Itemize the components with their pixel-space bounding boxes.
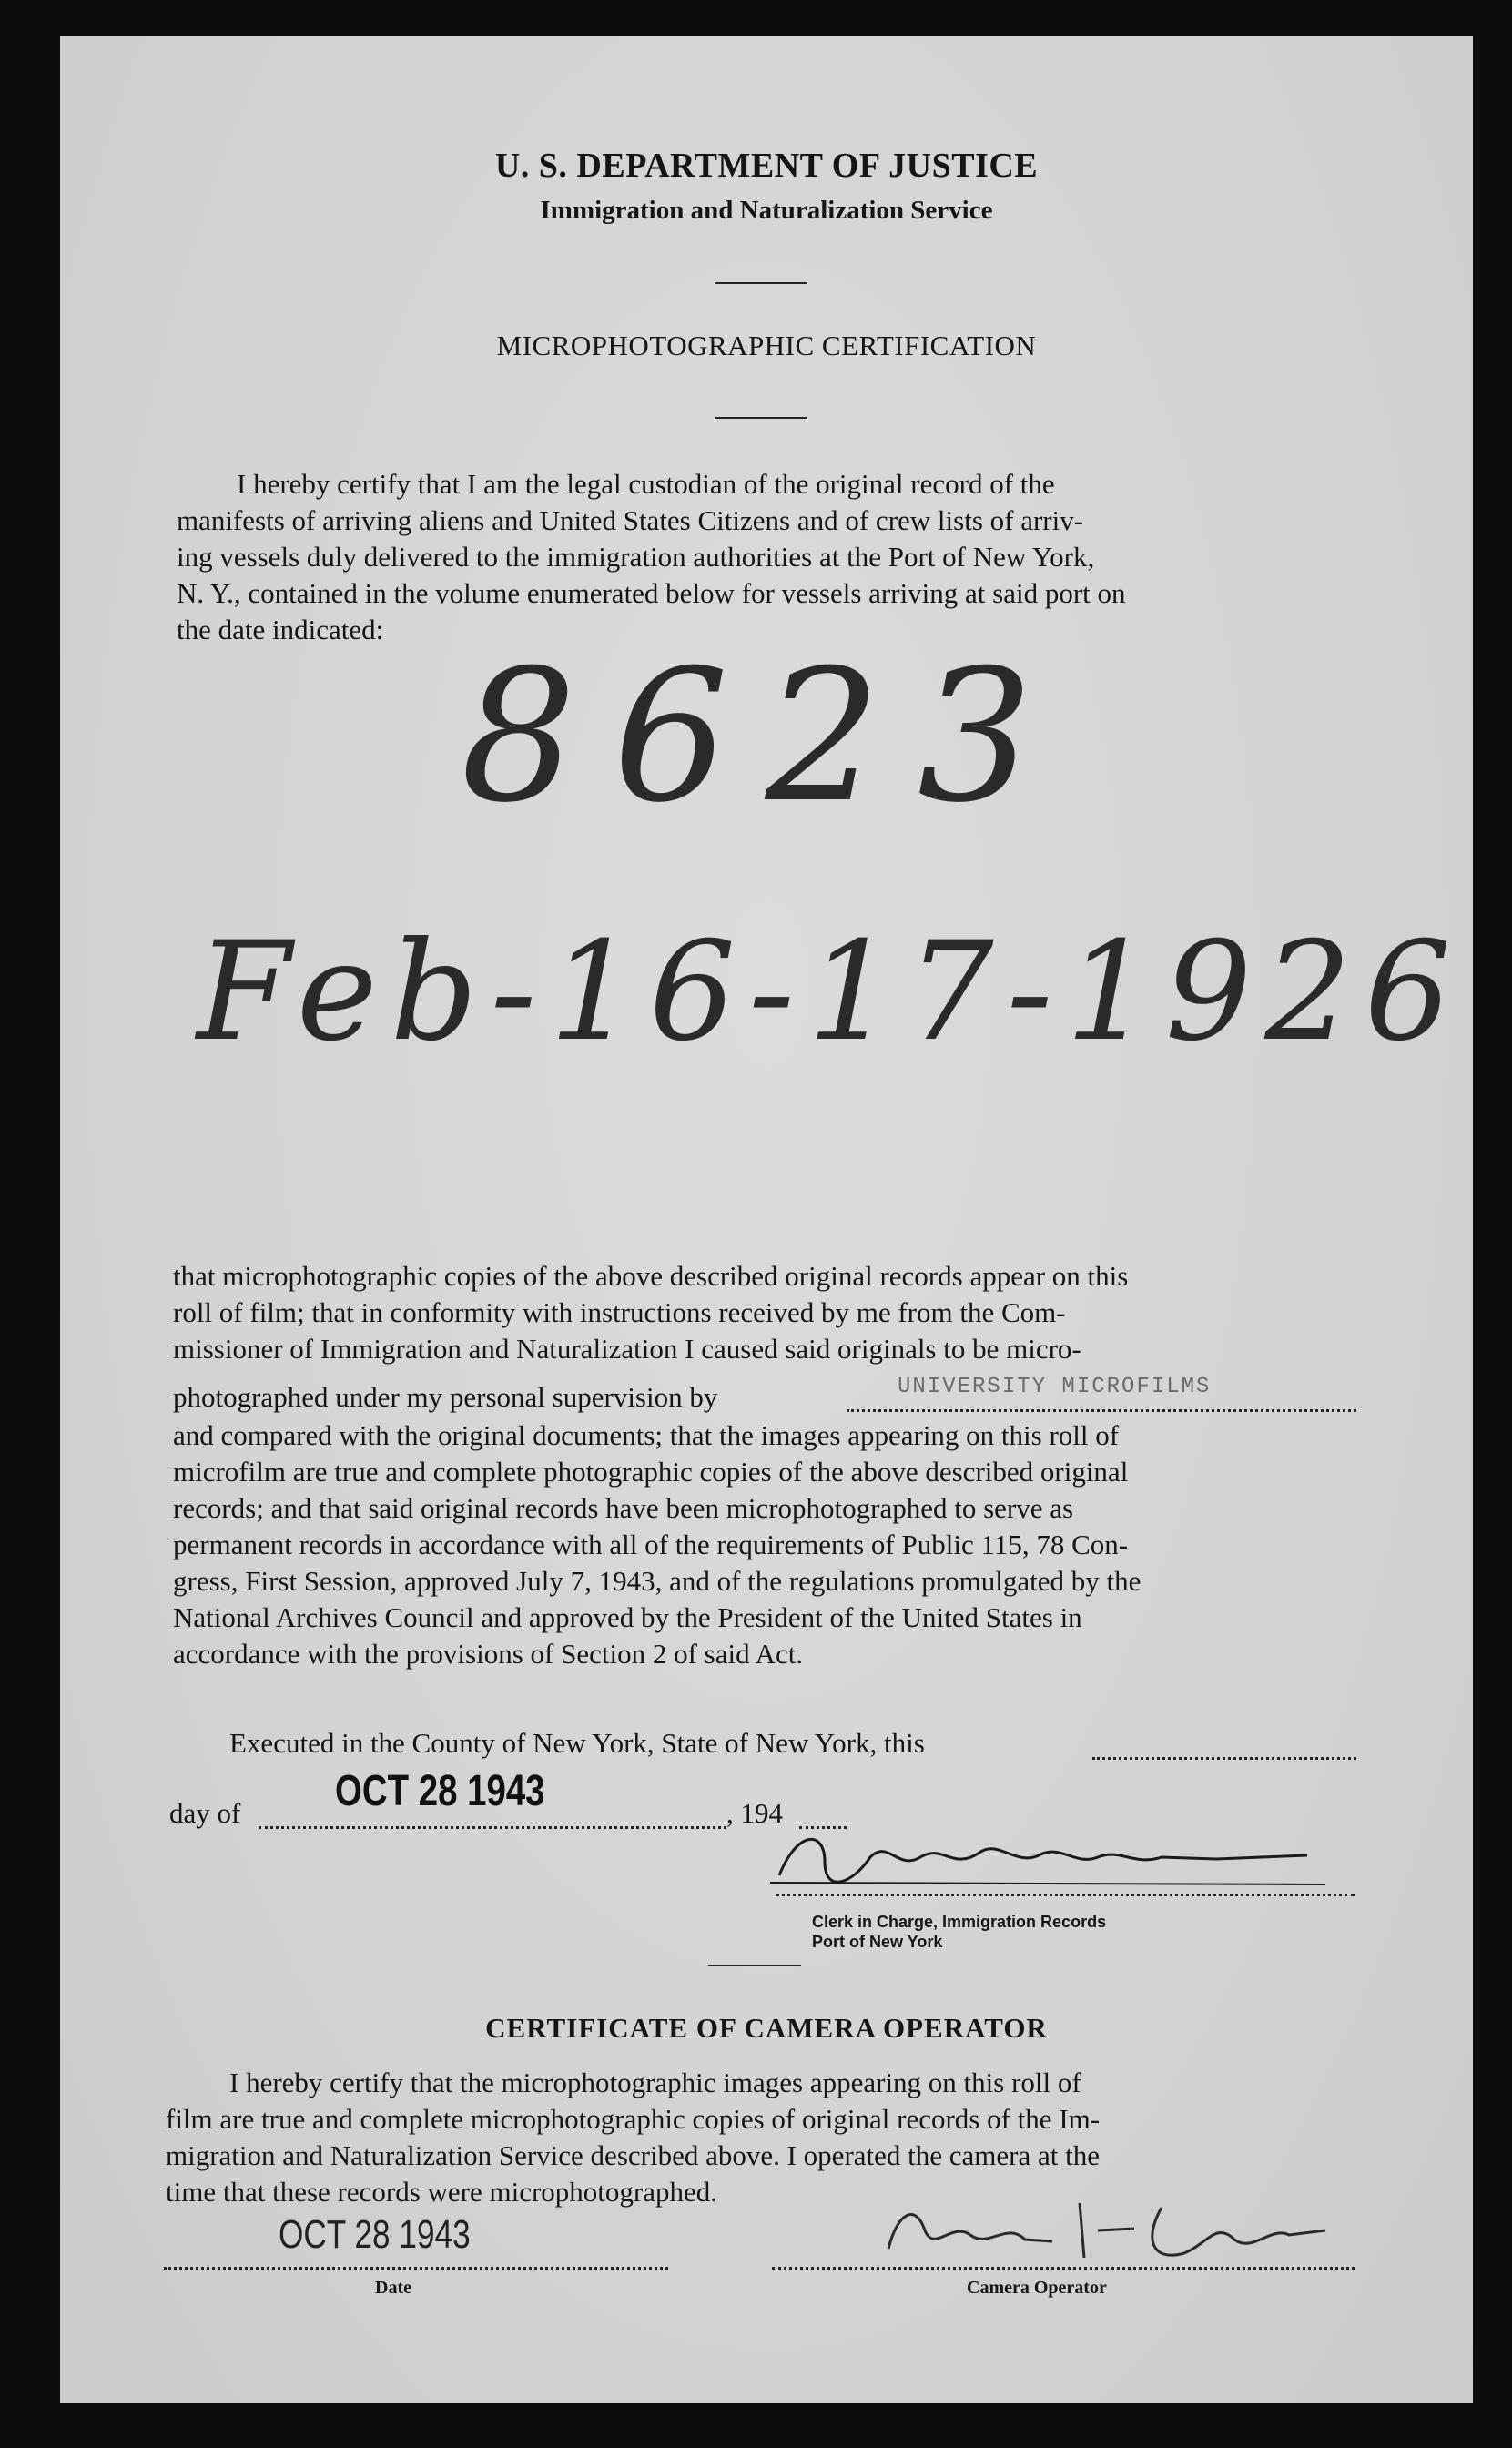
body-line: roll of film; that in conformity with instructions received by me from the Com- — [173, 1296, 1066, 1328]
day-of-label: day of — [169, 1797, 241, 1829]
body-paragraph — [173, 1258, 1356, 1367]
camera-date-stamp: OCT 28 1943 — [279, 2212, 471, 2257]
camera-line: I hereby certify that the microphotographic images appearing on this roll of — [229, 2067, 1081, 2098]
photographed-by-label: photographed under my personal supervision by — [173, 1381, 718, 1413]
camera-line: film are true and complete microphotographic copies of original records of the Im- — [166, 2103, 1101, 2135]
service-subtitle: Immigration and Naturalization Service — [540, 196, 993, 225]
body-line: accordance with the provisions of Section 2 of said Act. — [173, 1638, 804, 1670]
intro-line: manifests of arriving aliens and United States Citizens and of crew lists of arriv- — [177, 504, 1084, 536]
executed-line: Executed in the County of New York, State of New York, this — [229, 1727, 925, 1759]
body-line: microfilm are true and complete photographic copies of the above described original — [173, 1456, 1129, 1488]
intro-paragraph — [177, 466, 1356, 648]
certification-title: MICROPHOTOGRAPHIC CERTIFICATION — [496, 330, 1037, 361]
body-line: National Archives Council and approved by the President of the United States in — [173, 1601, 1082, 1633]
photographed-by-stamp: UNIVERSITY MICROFILMS — [898, 1375, 1212, 1399]
camera-operator-heading: CERTIFICATE OF CAMERA OPERATOR — [485, 2012, 1048, 2044]
camera-operator-line — [772, 2267, 1355, 2270]
body-line: missioner of Immigration and Naturalization I caused said originals to be micro- — [173, 1333, 1081, 1365]
executed-date-stamp: OCT 28 1943 — [335, 1767, 545, 1815]
date-label: Date — [375, 2278, 411, 2298]
intro-line: the date indicated: — [177, 614, 384, 645]
camera-line: migration and Naturalization Service described above. I operated the camera at the — [166, 2139, 1100, 2171]
body-line: and compared with the original documents; that the images appearing on this roll of — [173, 1419, 1120, 1451]
camera-line: time that these records were microphotographed. — [166, 2176, 717, 2208]
camera-operator-signature — [870, 2185, 1344, 2271]
intro-line: ing vessels duly delivered to the immigration authorities at the Port of New York, — [177, 541, 1095, 573]
clerk-title-line1: Clerk in Charge, Immigration Records — [812, 1913, 1107, 1931]
header-divider — [715, 282, 807, 284]
title-divider — [715, 417, 807, 419]
photographed-by-line — [847, 1409, 1356, 1412]
handwritten-dates: Feb-16-17-1926 — [197, 913, 1465, 1072]
body-line: permanent records in accordance with all of the requirements of Public 115, 78 Con- — [173, 1529, 1129, 1560]
body-paragraph-continued — [173, 1417, 1356, 1672]
clerk-title-line2: Port of New York — [812, 1933, 943, 1951]
body-line: gress, First Session, approved July 7, 1943, and of the regulations promulgated by the — [173, 1565, 1142, 1597]
intro-line: N. Y., contained in the volume enumerated below for vessels arriving at said port on — [177, 577, 1126, 609]
body-line: records; and that said original records have been microphotographed to serve as — [173, 1492, 1074, 1524]
camera-date-line — [164, 2267, 668, 2270]
day-of-line — [259, 1826, 726, 1829]
executed-day-line — [1092, 1757, 1356, 1760]
handwritten-volume-number: 8623 — [461, 631, 1070, 843]
camera-operator-label: Camera Operator — [967, 2278, 1107, 2298]
clerk-signature-line — [776, 1894, 1355, 1896]
year-suffix: , 194 — [726, 1797, 783, 1829]
department-title: U. S. DEPARTMENT OF JUSTICE — [494, 147, 1039, 185]
intro-line: I hereby certify that I am the legal custodian of the original record of the — [237, 468, 1055, 500]
body-line: that microphotographic copies of the above described original records appear on this — [173, 1260, 1129, 1292]
clerk-signature — [761, 1821, 1344, 1894]
certificate-page — [60, 36, 1473, 2403]
section-divider — [708, 1965, 801, 1966]
clerk-title — [812, 1912, 1106, 1952]
